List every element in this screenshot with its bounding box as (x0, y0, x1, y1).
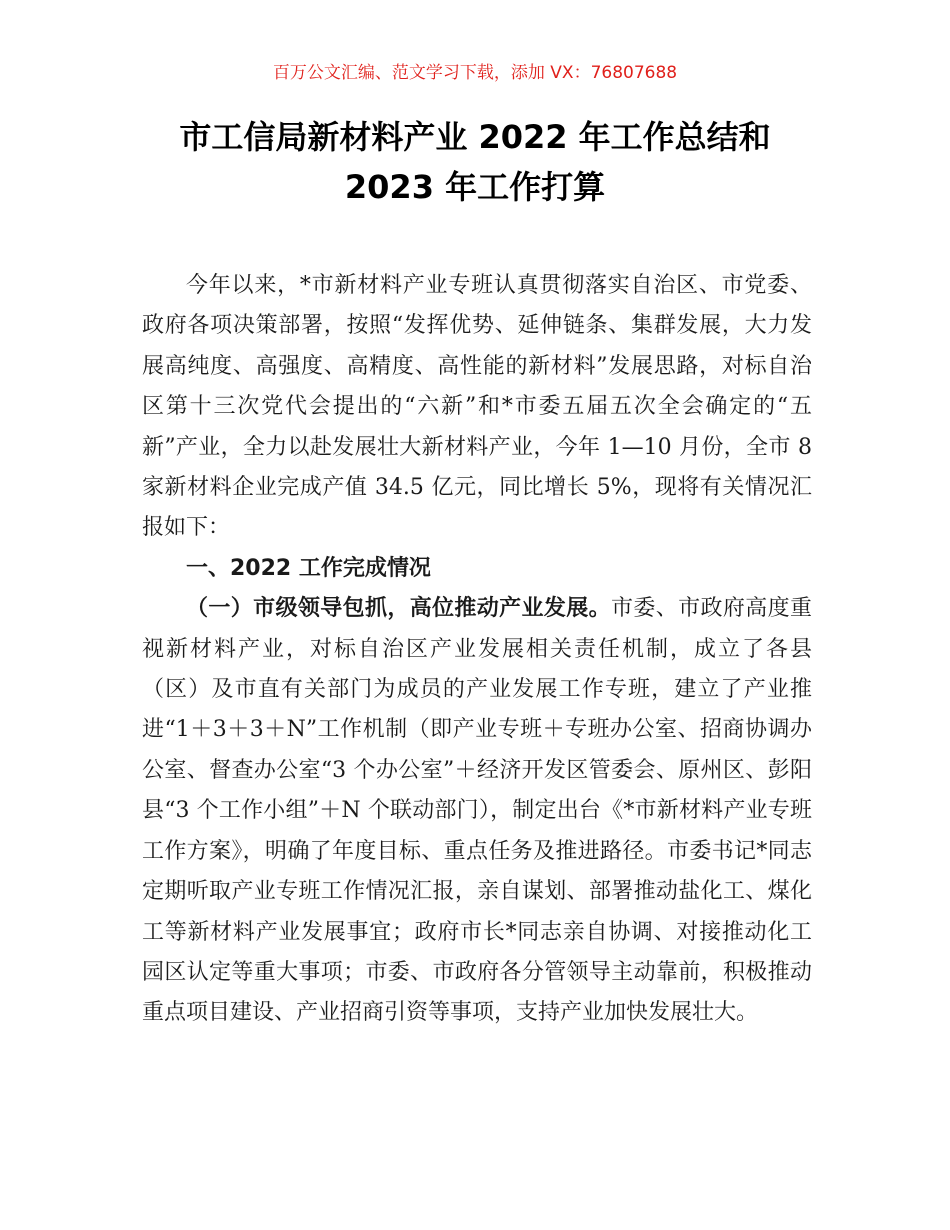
subsection-1-lead: （一）市级领导包抓，高位推动产业发展。 (186, 596, 612, 622)
subsection-1-body: 市委、市政府高度重视新材料产业，对标自治区产业发展相关责任机制，成立了各县（区）及市直有关部门为成员的产业发展工作专班，建立了产业推进“1＋3＋3＋N”工作机制（即产业专班＋专班办公室、招商协调办公室、督查办公室“3 个办公室”＋经济开发区管委会、原州区、彭阳县“3 个工作小组”＋N 个联动部门），制定出台《*市新材料产业专班工作方案》，明确了年度目标、重点任务及推进路径。市委书记*同志定期听取产业专班工作情况汇报，亲自谋划、部署推动盐化工、煤化工等新材料产业发展事宜；政府市长*同志亲自协调、对接推动化工园区认定等重大事项；市委、市政府各分管领导主动靠前，积极推动重点项目建设、产业招商引资等事项，支持产业加快发展壮大。 (142, 596, 812, 1026)
header-watermark-note: 百万公文汇编、范文学习下载，添加 VX：76807688 (272, 63, 678, 83)
title-line-2: 2023 年工作打算 (344, 168, 606, 206)
section-1-heading: 一、2022 工作完成情况 (186, 555, 431, 581)
document-title (100, 112, 850, 212)
intro-paragraph: 今年以来，*市新材料产业专班认真贯彻落实自治区、市党委、政府各项决策部署，按照“发挥优势、延伸链条、集群发展，大力发展高纯度、高强度、高精度、高性能的新材料”发展思路，对标自治区第十三次党代会提出的“六新”和*市委五届五次全会确定的“五新”产业，全力以赴发展壮大新材料产业，今年 1—10 月份，全市 8 家新材料企业完成产值 34.5 亿元，同比增长 5%，现将有关情况汇报如下： (142, 273, 812, 541)
document-body (142, 266, 812, 1034)
title-line-1: 市工信局新材料产业 2022 年工作总结和 (179, 118, 771, 156)
subsection-1-paragraph (142, 589, 812, 1033)
